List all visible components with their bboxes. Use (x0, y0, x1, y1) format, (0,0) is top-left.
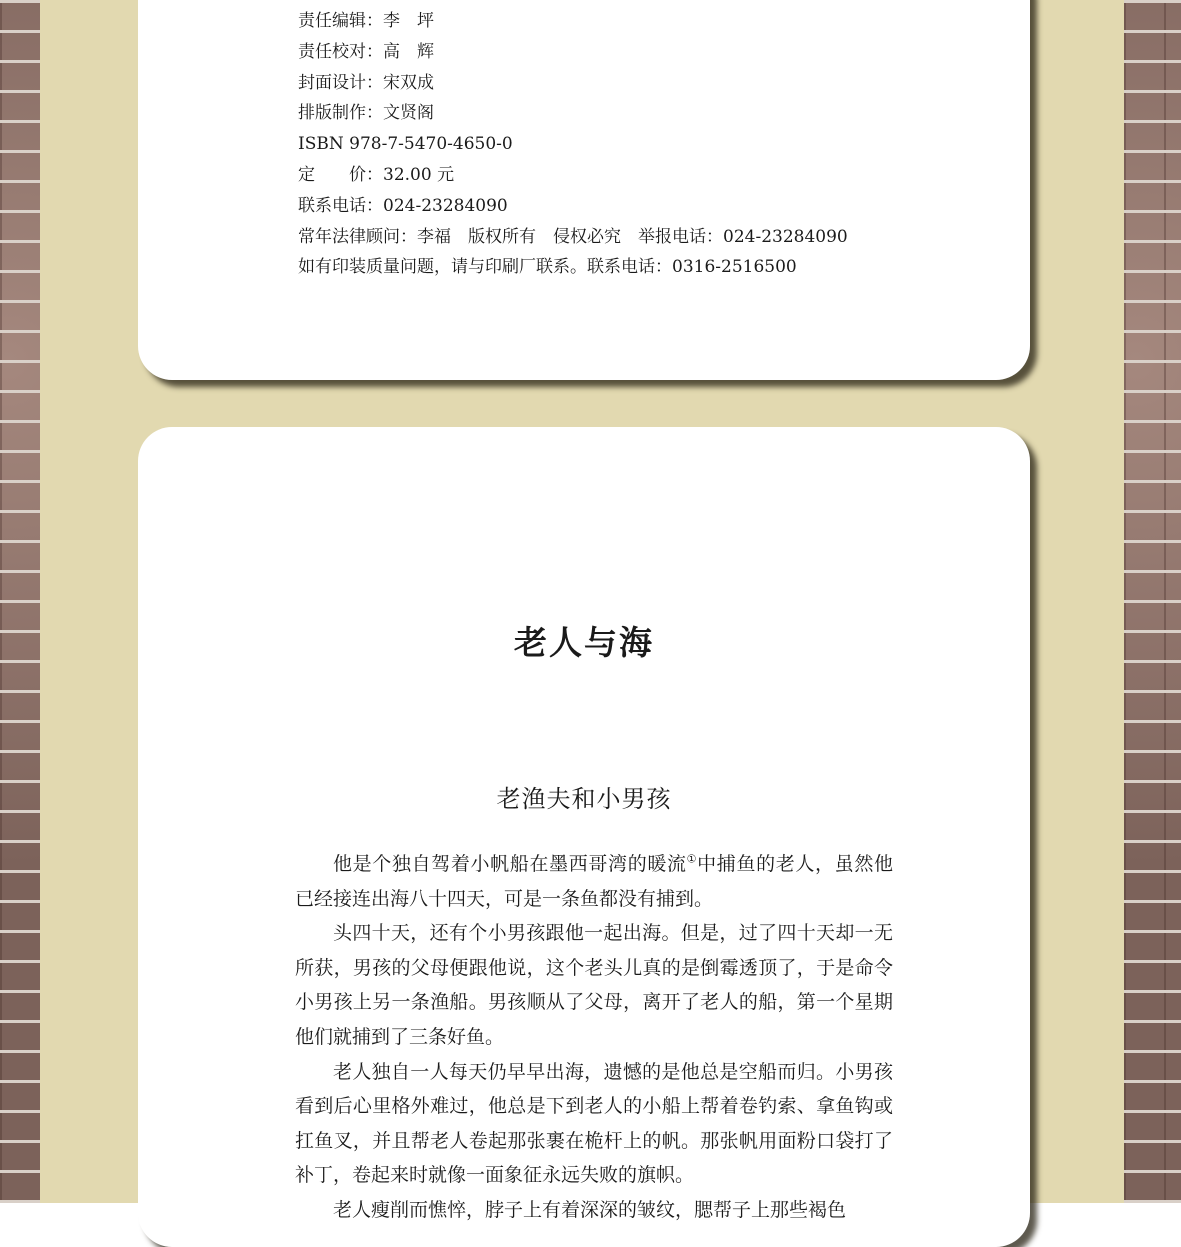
chapter-title: 老渔夫和小男孩 (496, 785, 672, 813)
cover-design-line: 封面设计：宋双成 (298, 72, 434, 93)
price-line: 定 价：32.00 元 (298, 164, 455, 185)
copyright-page (138, 0, 1030, 380)
editor-line: 责任编辑：李 坪 (298, 11, 434, 31)
brick-wall-left (0, 0, 40, 1203)
proofreader-line: 责任校对：高 辉 (298, 41, 434, 62)
phone-line: 联系电话：024-23284090 (298, 195, 508, 216)
paragraph-text-before-footnote: 他是个独自驾着小帆船在墨西哥湾的暖流 (333, 853, 687, 875)
brick-wall-right (1124, 0, 1181, 1203)
paragraph (295, 847, 893, 916)
chapter-page (138, 427, 1030, 1247)
isbn-line: ISBN 978-7-5470-4650-0 (298, 134, 513, 155)
copyright-info (298, 6, 848, 283)
typesetting-line: 排版制作：文贤阁 (298, 103, 434, 124)
paragraph: 老人瘦削而憔悴，脖子上有着深深的皱纹，腮帮子上那些褐色 (333, 1198, 847, 1221)
book-title: 老人与海 (514, 623, 654, 662)
footnote-marker: ① (686, 852, 698, 866)
paragraph: 老人独自一人每天仍早早出海，遗憾的是他总是空船而归。小男孩看到后心里格外难过，他总是下到老人的小船上帮着卷钓索、拿鱼钩或扛鱼叉，并且帮老人卷起那张裹在桅杆上的帆。那张帆用面粉口袋打了补丁，卷起来时就像一面象征永远失败的旗帜。 (295, 1060, 893, 1187)
paragraph: 头四十天，还有个小男孩跟他一起出海。但是，过了四十天却一无所获，男孩的父母便跟他说，这个老头儿真的是倒霉透顶了，于是命令小男孩上另一条渔船。男孩顺从了父母，离开了老人的船，第一个星期他们就捕到了三条好鱼。 (295, 922, 893, 1048)
paragraph-text-after-footnote: 中捕鱼的老人，虽然他已经接连出海八十四天，可是一条鱼都没有捕到。 (295, 853, 893, 910)
quality-line: 如有印装质量问题，请与印刷厂联系。联系电话：0316-2516500 (298, 257, 797, 278)
body-text (295, 847, 893, 1228)
legal-line: 常年法律顾问：李福 版权所有 侵权必究 举报电话：024-23284090 (298, 226, 848, 247)
